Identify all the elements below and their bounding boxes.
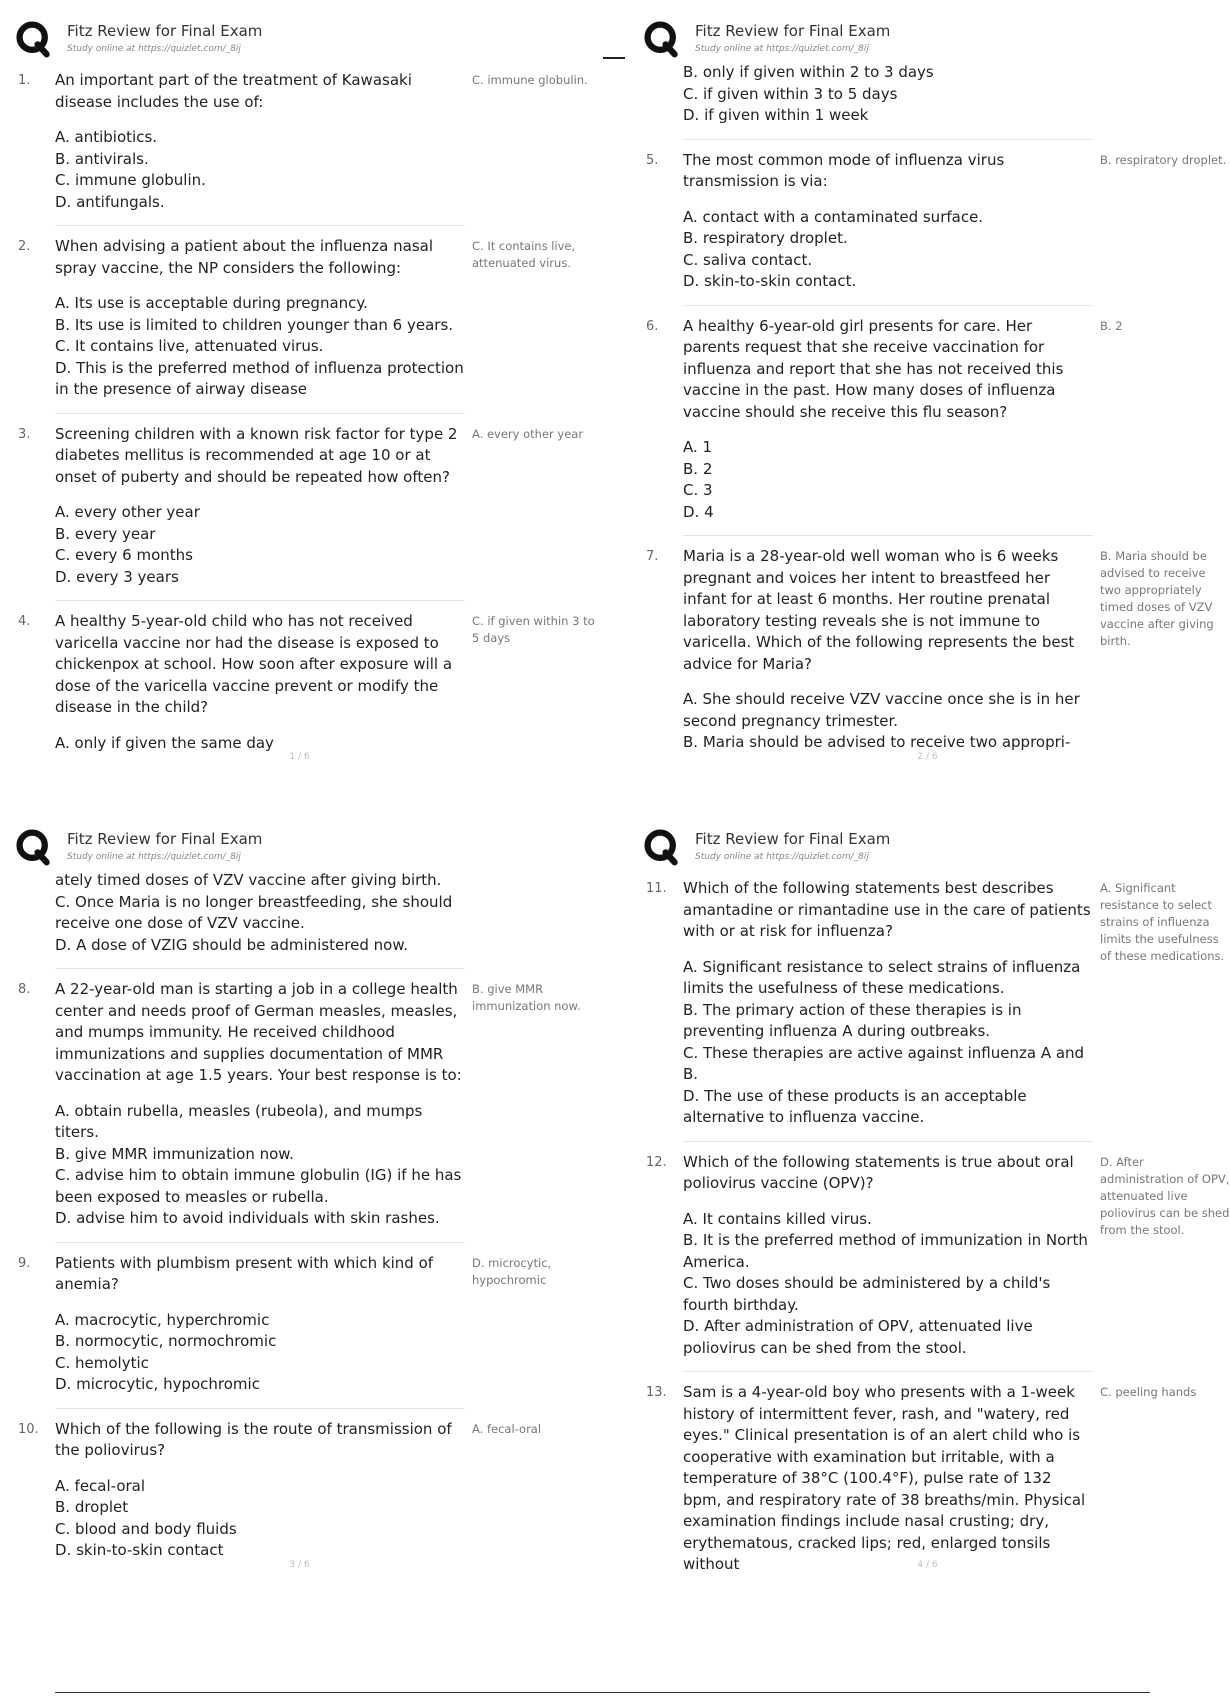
continued-option: D. A dose of VZIG should be administered now. [55,935,408,954]
question-stem: Which of the following statements best describes amantadine or rimantadine use in the care of patients with or at risk for influenza? [683,879,1091,940]
quizlet-logo-icon [16,829,52,865]
answer-option: A. every other year [55,503,200,521]
answer-option: D. The use of these products is an acceptable alternative to influenza vaccine. [683,1086,1027,1126]
question-7 [646,535,1214,754]
question-stem: A healthy 5-year-old child who has not received varicella vaccine nor had the disease is exposed to chickenpox at school. How soon after exposure will a dose of the varicella vaccine prevent or modify the disease in the child? [55,612,453,716]
question-number: 2. [18,239,31,254]
question-8 [18,968,581,1230]
question-2 [18,225,576,401]
page-header [640,826,1215,870]
question-number: 5. [646,152,659,168]
question-stem: Maria is a 28-year-old well woman who is 6 weeks pregnant and voices her intent to breastfeed her infant for at least 6 months. Her routine prenatal laboratory testing reveals she is not immune to varicella. Which of the following represents the best advice for Maria? [683,547,1075,673]
answer-key: C. peeling hands [1100,1385,1197,1399]
answer-option: C. blood and body fluids [55,1519,237,1538]
question-stem: Patients with plumbism present with which kind of anemia? [55,1253,434,1293]
answer-option: A. fecal-oral [55,1476,146,1495]
quizlet-logo-icon [16,21,52,57]
answer-option: D. skin-to-skin contact [55,1541,224,1559]
question-number: 13. [646,1385,667,1400]
question-stem: A 22-year-old man is starting a job in a college health center and needs proof of German measles, measles, and mumps immunity. He received childhood immunizations and supplies documentation of MMR vaccination at age 1.5 years. Your best response is to: [55,980,462,1084]
header-title: Fitz Review for Final Exam [67,22,263,40]
answer-key: B. respiratory droplet. [1100,152,1227,167]
answer-option: D. microcytic, hypochromic [55,1375,260,1393]
answer-key: D. microcytic, hypochromic [472,1255,552,1287]
header-title: Fitz Review for Final Exam [67,830,263,848]
header-subtitle[interactable]: Study online at https://quizlet.com/_8ij [695,44,869,54]
answer-option: B. normocytic, normochromic [55,1332,277,1350]
answer-option: A. contact with a contaminated surface. [683,207,984,226]
answer-option: A. She should receive VZV vaccine once she is in her second pregnancy trimester. [683,690,1080,730]
question-13 [646,1371,1197,1576]
answer-option: D. skin-to-skin contact. [683,272,857,290]
continued-option: B. only if given within 2 to 3 days [683,63,934,81]
question-stem: An important part of the treatment of Kawasaki disease includes the use of: [55,71,412,111]
answer-option: C. These therapies are active against influenza A and B. [683,1043,1085,1083]
question-number: 12. [646,1154,667,1170]
page-header [12,826,587,870]
header-title: Fitz Review for Final Exam [695,22,891,40]
answer-option: D. advise him to avoid individuals with skin rashes. [55,1209,440,1227]
answer-option: A. only if given the same day [55,733,274,752]
continued-option: C. Once Maria is no longer breastfeeding, she should receive one dose of VZV vaccine. [55,892,453,932]
page-4 [640,826,1230,1578]
answer-option: C. immune globulin. [55,171,206,189]
answer-option: B. It is the preferred method of immunization in North America. [683,1231,1088,1271]
answer-key: B. give MMR immunization now. [472,982,581,1013]
answer-option: D. every 3 years [55,567,179,586]
page-content [12,870,581,1562]
answer-option: D. antifungals. [55,192,165,211]
answer-option: B. respiratory droplet. [683,229,848,247]
page-number: 4 / 6 [917,1560,938,1570]
page-content [12,66,595,754]
bottom-rule [55,1692,1150,1693]
answer-key: A. Significant resistance to select strains of influenza limits the usefulness of these medications. [1100,881,1225,963]
answer-option: D. After administration of OPV, attenuated live poliovirus can be shed from the stool. [683,1317,1033,1357]
question-5 [646,139,1227,293]
header-subtitle[interactable]: Study online at https://quizlet.com/_8ij [695,852,869,862]
answer-option: C. saliva contact. [683,250,813,269]
page-number: 3 / 6 [289,1560,310,1570]
question-number: 9. [18,1255,31,1271]
question-stem: Screening children with a known risk factor for type 2 diabetes mellitus is recommended at age 10 or at onset of puberty and should be repeated how often? [55,424,458,486]
question-10 [18,1408,542,1562]
question-1 [18,66,588,213]
page-header [12,18,587,62]
answer-option: A. Significant resistance to select strains of influenza limits the usefulness of these medications. [683,957,1081,997]
answer-option: B. Maria should be advised to receive two appropri- [683,733,1071,751]
question-number: 8. [18,982,31,997]
question-12 [646,1141,1230,1360]
question-stem: Which of the following is the route of transmission of the poliovirus? [55,1419,452,1459]
answer-option: B. droplet [55,1498,129,1516]
question-4 [18,600,595,754]
question-3 [18,413,584,589]
question-stem: Which of the following statements is true about oral poliovirus vaccine (OPV)? [683,1152,1074,1192]
answer-option: B. The primary action of these therapies is in preventing influenza A during outbreaks. [683,1000,1022,1040]
question-number: 6. [646,318,659,334]
quizlet-logo-icon [644,21,680,57]
question-number: 4. [18,614,31,629]
header-subtitle[interactable]: Study online at https://quizlet.com/_8ij [67,852,241,862]
answer-option: C. hemolytic [55,1353,149,1372]
answer-option: B. 2 [683,459,713,478]
answer-key: A. fecal-oral [472,1421,542,1436]
answer-option: A. macrocytic, hyperchromic [55,1310,270,1329]
answer-option: C. 3 [683,481,713,499]
page-number: 1 / 6 [289,752,310,762]
continued-option: C. if given within 3 to 5 days [683,84,898,103]
answer-option: C. advise him to obtain immune globulin (IG) if he has been exposed to measles or rubella. [55,1166,462,1206]
question-stem: Sam is a 4-year-old boy who presents with a 1-week history of intermittent fever, rash, and "watery, red eyes." Clinical presentation is of an alert child who is cooperative with examination but irritable, with a temperature of 38°C (100.4°F), pulse rate of 132 bpm, and respiratory rate of 38 breaths/min. Physical examination findings include nasal crusting; dry, erythematous, cracked lips; red, enlarged tonsils without [683,1383,1086,1573]
question-number: 7. [646,549,659,564]
answer-option: A. antibiotics. [55,128,158,146]
answer-option: C. It contains live, attenuated virus. [55,337,324,355]
header-subtitle[interactable]: Study online at https://quizlet.com/_8ij [67,44,241,54]
page-header [640,18,1215,62]
continued-option: ately timed doses of VZV vaccine after giving birth. [55,871,442,889]
answer-option: A. obtain rubella, measles (rubeola), and mumps titers. [55,1101,423,1141]
page-content [640,874,1230,1576]
answer-option: B. antivirals. [55,149,149,168]
question-11 [646,874,1225,1129]
answer-key: B. Maria should be advised to receive two appropriately timed doses of VZV vaccine after giving birth. [1100,549,1214,648]
question-number: 11. [646,881,667,896]
answer-key: D. After administration of OPV, attenuated live poliovirus can be shed from the stool. [1100,1154,1230,1237]
question-number: 3. [18,426,31,442]
question-6 [646,305,1123,524]
answer-option: B. Its use is limited to children younger than 6 years. [55,315,454,334]
page-3 [12,826,587,1578]
question-number: 10. [18,1421,39,1437]
answer-option: C. every 6 months [55,546,193,564]
answer-option: A. 1 [683,438,713,456]
answer-key: C. if given within 3 to 5 days [472,614,595,645]
answer-key: C. It contains live, attenuated virus. [472,239,576,270]
answer-option: D. This is the preferred method of influenza protection in the presence of airway disease [55,358,464,398]
quizlet-logo-icon [644,829,680,865]
question-stem: A healthy 6-year-old girl presents for care. Her parents request that she receive vaccination for influenza and report that she has not received this vaccine in the past. How many doses of influenza vaccine should she receive this flu season? [683,316,1064,421]
question-9 [18,1242,552,1396]
header-title: Fitz Review for Final Exam [695,830,891,848]
continued-option: D. if given within 1 week [683,106,869,124]
separator-dash [603,57,625,59]
page-number: 2 / 6 [917,752,938,762]
answer-option: D. 4 [683,502,714,521]
answer-key: A. every other year [472,426,584,441]
answer-key: C. immune globulin. [472,73,588,87]
question-stem: When advising a patient about the influenza nasal spray vaccine, the NP considers the following: [55,237,433,277]
answer-option: B. every year [55,524,156,543]
answer-option: A. It contains killed virus. [683,1209,872,1228]
answer-key: B. 2 [1100,318,1123,333]
answer-option: A. Its use is acceptable during pregnancy. [55,294,368,312]
page-content [640,62,1227,754]
answer-option: C. Two doses should be administered by a child's fourth birthday. [683,1274,1051,1314]
page-2 [640,18,1227,770]
question-number: 1. [18,73,31,88]
answer-option: B. give MMR immunization now. [55,1144,294,1163]
page-1 [12,18,595,770]
question-stem: The most common mode of influenza virus transmission is via: [683,150,1005,190]
